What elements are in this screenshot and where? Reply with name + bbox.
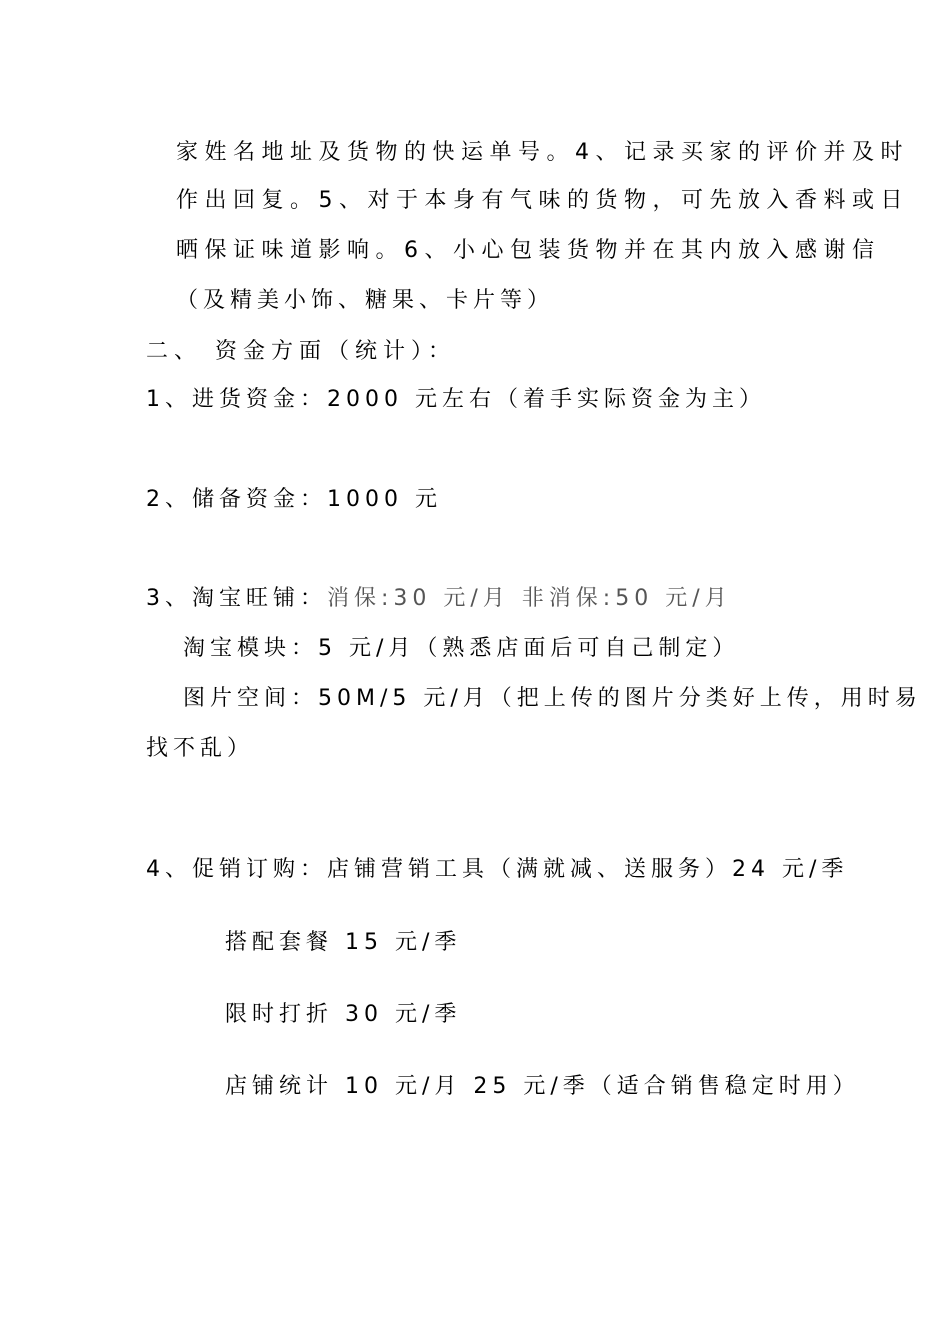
- item-promotion-tools: 4、促销订购：店铺营销工具（满就减、送服务）24 元/季: [146, 857, 849, 882]
- item-purchase-funds: 1、进货资金：2000 元左右（着手实际资金为主）: [146, 387, 766, 412]
- promotion-sub-statistics: 店铺统计 10 元/月 25 元/季（适合销售稳定时用）: [225, 1074, 860, 1099]
- item-image-space-line-1: 图片空间：50M/5 元/月（把上传的图片分类好上传，用时易: [183, 686, 922, 711]
- item-taobao-shop-label: 3、淘宝旺铺：: [146, 586, 327, 611]
- item-image-space-line-2: 找不乱）: [146, 736, 255, 761]
- paragraph-line-1: 家姓名地址及货物的快运单号。4、记录买家的评价并及时: [176, 140, 909, 165]
- paragraph-line-4: （及精美小饰、糖果、卡片等）: [176, 288, 555, 313]
- paragraph-line-3: 晒保证味道影响。6、小心包装货物并在其内放入感谢信: [176, 238, 881, 263]
- item-taobao-shop: [146, 584, 732, 614]
- paragraph-line-2: 作出回复。5、对于本身有气味的货物，可先放入香料或日: [176, 188, 909, 213]
- section-heading-funds: 二、 资金方面（统计）：: [146, 339, 456, 364]
- item-taobao-shop-price: 消保:30 元/月 非消保:50 元/月: [327, 586, 732, 611]
- item-reserve-funds: 2、储备资金：1000 元: [146, 487, 442, 512]
- promotion-sub-discount: 限时打折 30 元/季: [225, 1002, 462, 1027]
- item-taobao-module: 淘宝模块：5 元/月（熟悉店面后可自己制定）: [183, 636, 740, 661]
- promotion-sub-bundle: 搭配套餐 15 元/季: [225, 930, 462, 955]
